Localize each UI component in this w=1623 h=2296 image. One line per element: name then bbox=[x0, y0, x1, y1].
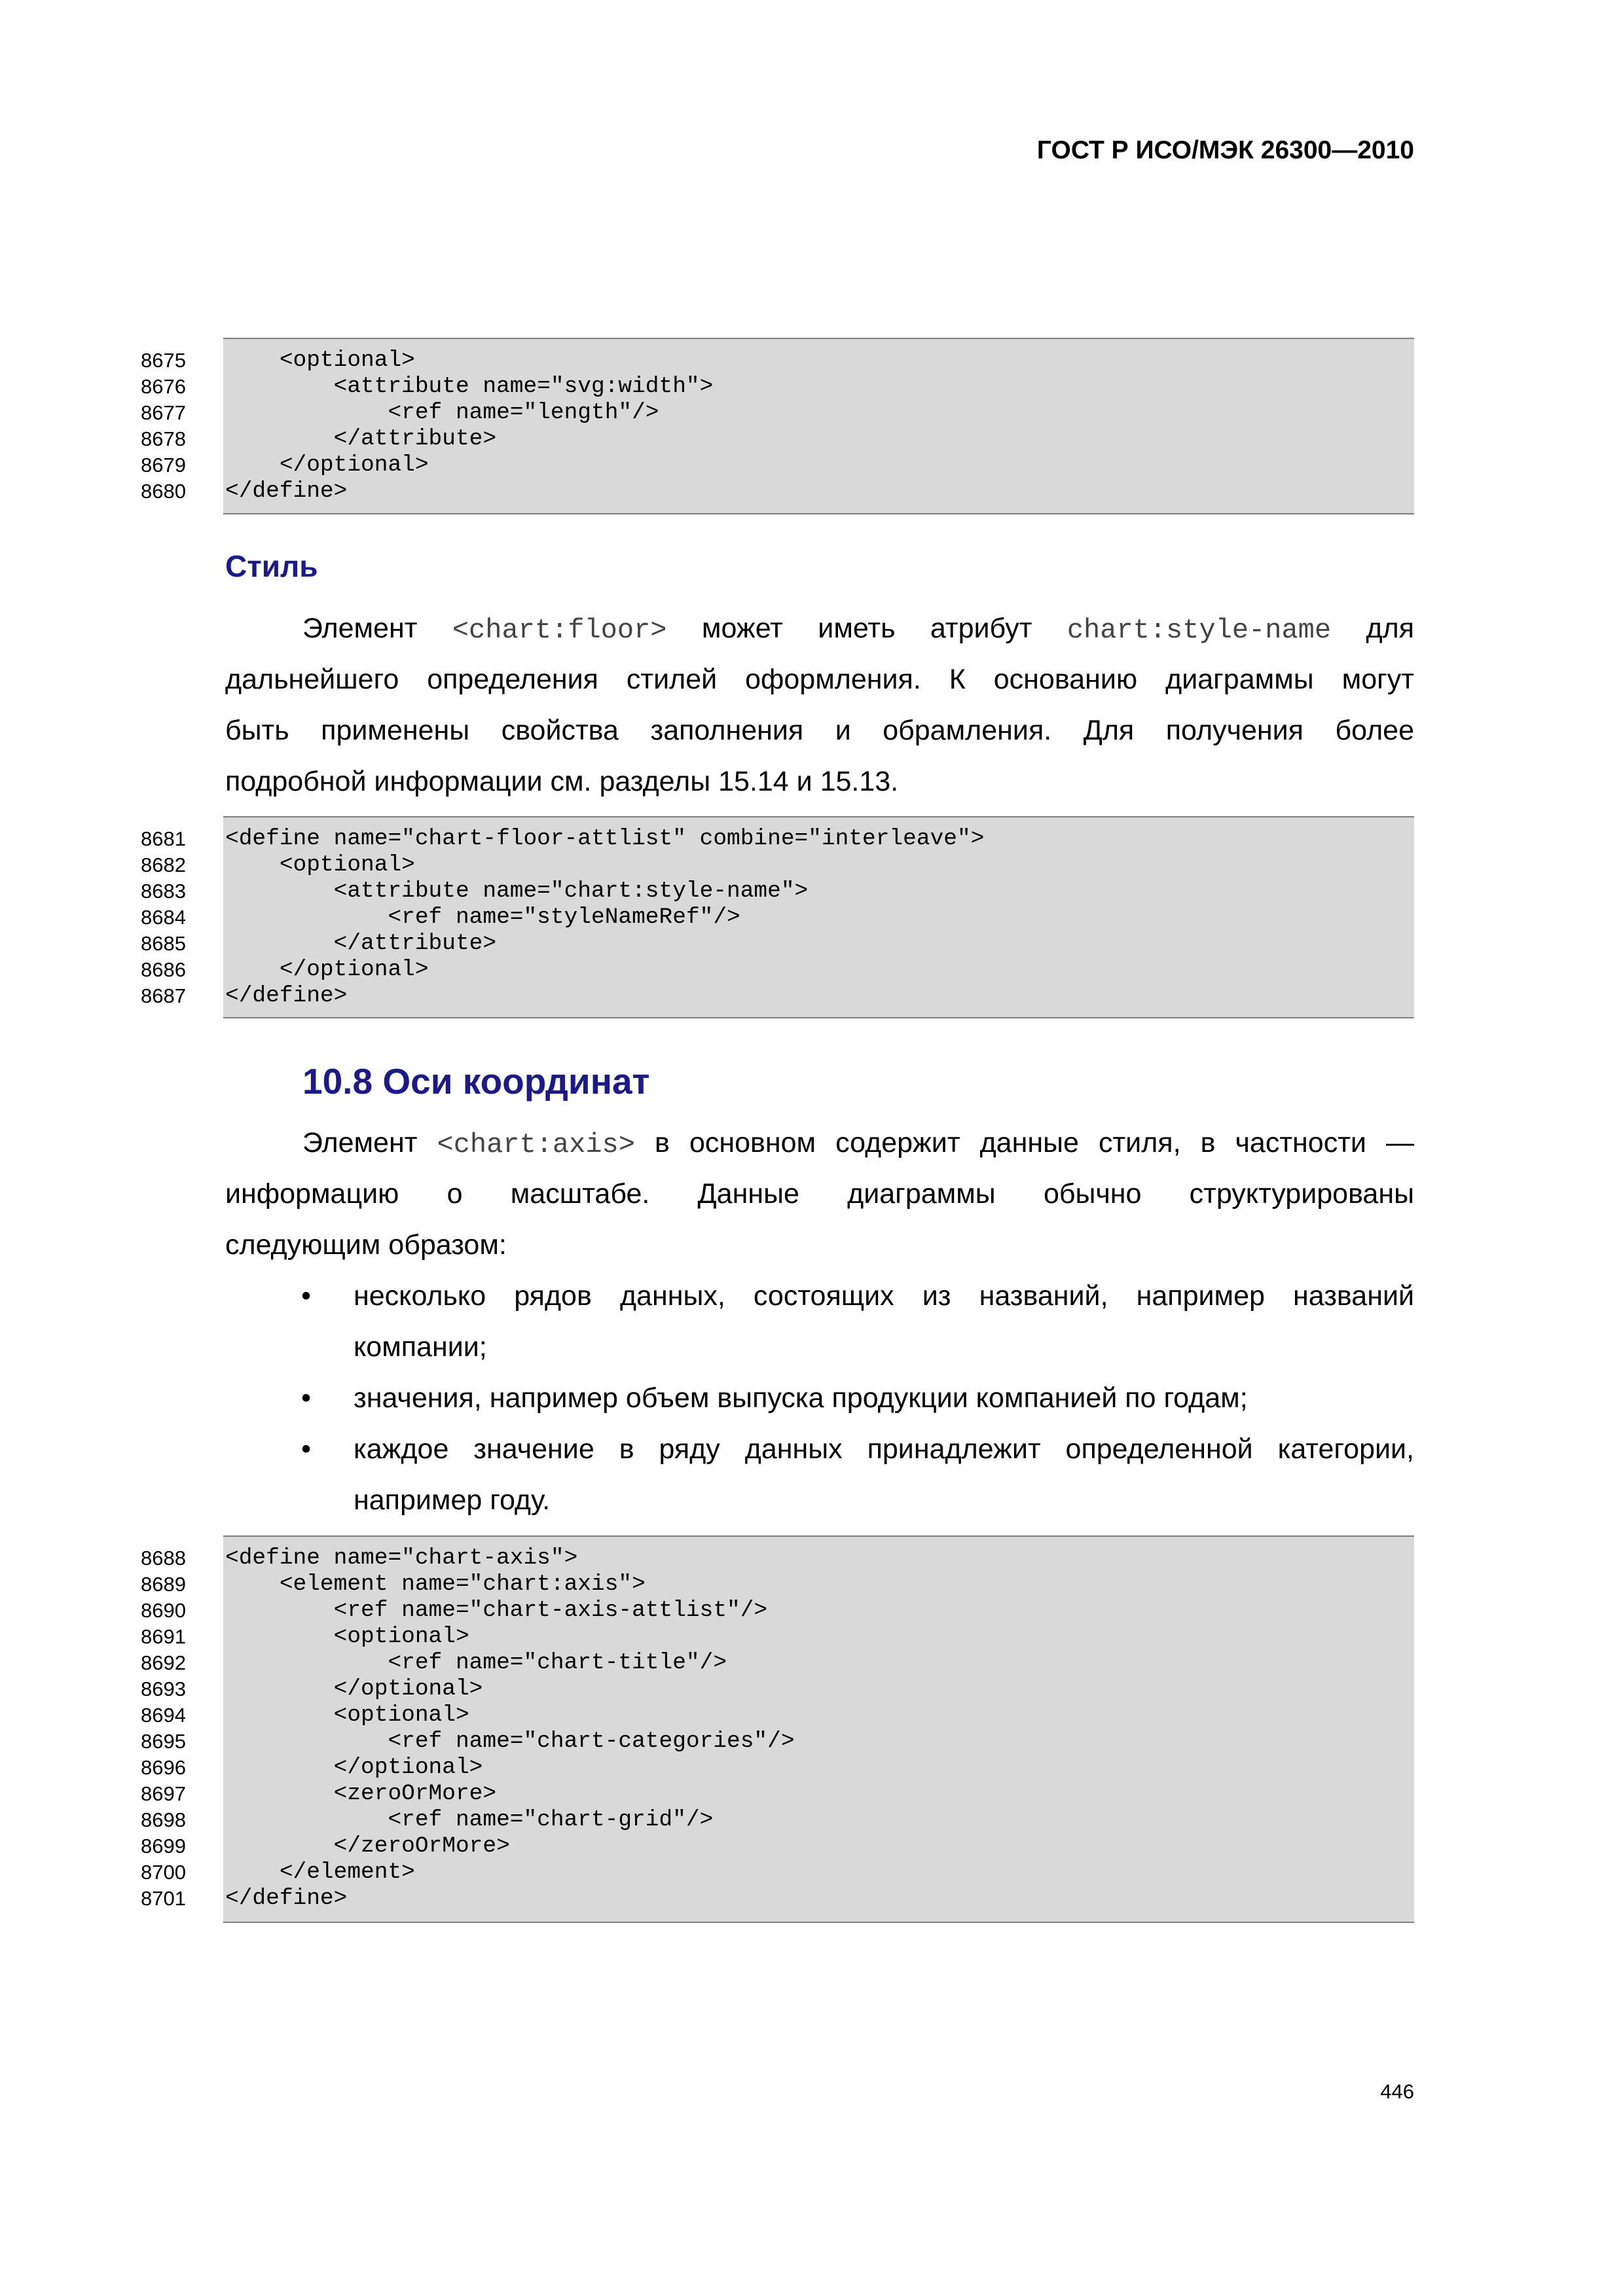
code-text: <optional> bbox=[225, 852, 415, 878]
code-text: <ref name="length"/> bbox=[225, 400, 659, 425]
line-number: 8680 bbox=[141, 480, 186, 503]
code-line bbox=[0, 452, 1623, 478]
line-number: 8695 bbox=[141, 1730, 186, 1753]
paragraph-line: быть применены свойства заполнения и обрамления. Для получения более bbox=[225, 715, 1414, 746]
text-run: для bbox=[1331, 613, 1414, 644]
code-line bbox=[0, 905, 1623, 931]
line-number: 8677 bbox=[141, 401, 186, 424]
code-line bbox=[0, 1807, 1623, 1833]
bullet-line: каждое значение в ряду данных принадлежит определенной категории, bbox=[354, 1433, 1414, 1465]
paragraph-line: следующим образом: bbox=[225, 1229, 507, 1261]
line-number: 8691 bbox=[141, 1625, 186, 1648]
paragraph-line: подробной информации см. разделы 15.14 и 15.13. bbox=[225, 766, 899, 797]
code-line bbox=[0, 1886, 1623, 1912]
code-text: </attribute> bbox=[225, 426, 497, 452]
line-number: 8701 bbox=[141, 1887, 186, 1910]
code-line bbox=[0, 1781, 1623, 1807]
bullet-line: например году. bbox=[354, 1484, 551, 1516]
line-number: 8693 bbox=[141, 1677, 186, 1700]
bullet-symbol: • bbox=[301, 1382, 312, 1414]
paragraph-line bbox=[225, 609, 1414, 648]
code-text: <zeroOrMore> bbox=[225, 1781, 497, 1806]
code-text: <define name="chart-axis"> bbox=[225, 1545, 578, 1571]
code-text: </optional> bbox=[225, 452, 429, 478]
bullet-line: значения, например объем выпуска продукции компанией по годам; bbox=[354, 1382, 1248, 1414]
page-number: 446 bbox=[1380, 2080, 1414, 2103]
code-text: </optional> bbox=[225, 1676, 483, 1702]
code-text: <define name="chart-floor-attlist" combine="interleave"> bbox=[225, 826, 985, 852]
code-line bbox=[0, 983, 1623, 1009]
line-number: 8675 bbox=[141, 349, 186, 372]
bullet-symbol: • bbox=[301, 1280, 312, 1312]
line-number: 8678 bbox=[141, 427, 186, 450]
line-number: 8692 bbox=[141, 1651, 186, 1674]
code-text: <optional> bbox=[225, 1702, 469, 1728]
code-line bbox=[0, 931, 1623, 957]
code-text: <ref name="styleNameRef"/> bbox=[225, 905, 740, 930]
code-text: </attribute> bbox=[225, 931, 497, 956]
code-text: <attribute name="chart:style-name"> bbox=[225, 878, 809, 904]
code-line bbox=[0, 1755, 1623, 1781]
bullet-symbol: • bbox=[301, 1433, 312, 1465]
bullet-line: несколько рядов данных, состоящих из названий, например названий bbox=[354, 1280, 1414, 1312]
line-number: 8700 bbox=[141, 1861, 186, 1884]
inline-code: <chart:axis> bbox=[437, 1129, 635, 1160]
code-text: </define> bbox=[225, 1886, 348, 1911]
line-number: 8684 bbox=[141, 906, 186, 929]
section-heading-axes: 10.8 Оси координат bbox=[302, 1061, 650, 1102]
paragraph-line: информацию о масштабе. Данные диаграммы обычно структурированы bbox=[225, 1178, 1414, 1210]
code-line bbox=[0, 1676, 1623, 1702]
code-text: </optional> bbox=[225, 1755, 483, 1780]
code-line bbox=[0, 826, 1623, 852]
code-line bbox=[0, 478, 1623, 505]
inline-code: chart:style-name bbox=[1067, 615, 1332, 646]
code-line bbox=[0, 348, 1623, 374]
line-number: 8687 bbox=[141, 984, 186, 1007]
code-line bbox=[0, 1598, 1623, 1624]
line-number: 8679 bbox=[141, 454, 186, 476]
code-line bbox=[0, 1859, 1623, 1886]
code-text: </element> bbox=[225, 1859, 415, 1885]
code-line bbox=[0, 374, 1623, 400]
paragraph-line bbox=[225, 1123, 1414, 1162]
code-text: <ref name="chart-title"/> bbox=[225, 1650, 727, 1676]
code-line bbox=[0, 1545, 1623, 1571]
code-text: <element name="chart:axis"> bbox=[225, 1571, 646, 1597]
line-number: 8698 bbox=[141, 1808, 186, 1831]
line-number: 8690 bbox=[141, 1599, 186, 1622]
code-line bbox=[0, 1729, 1623, 1755]
line-number: 8689 bbox=[141, 1573, 186, 1596]
line-number: 8696 bbox=[141, 1756, 186, 1779]
code-line bbox=[0, 1650, 1623, 1676]
line-number: 8682 bbox=[141, 853, 186, 876]
code-line bbox=[0, 957, 1623, 983]
code-text: </define> bbox=[225, 478, 348, 504]
text-run: Элемент bbox=[302, 1127, 437, 1158]
line-number: 8699 bbox=[141, 1835, 186, 1857]
section-heading-style: Стиль bbox=[225, 549, 318, 583]
code-text: </define> bbox=[225, 983, 348, 1009]
line-number: 8683 bbox=[141, 880, 186, 903]
code-line bbox=[0, 878, 1623, 905]
document-header: ГОСТ Р ИСО/МЭК 26300—2010 bbox=[1036, 136, 1414, 164]
text-run: Элемент bbox=[302, 613, 452, 644]
line-number: 8685 bbox=[141, 932, 186, 955]
code-line bbox=[0, 426, 1623, 452]
code-line bbox=[0, 1702, 1623, 1729]
code-text: <ref name="chart-axis-attlist"/> bbox=[225, 1598, 768, 1623]
code-text: <ref name="chart-grid"/> bbox=[225, 1807, 714, 1833]
code-line bbox=[0, 1833, 1623, 1859]
code-text: </optional> bbox=[225, 957, 429, 982]
code-text: <optional> bbox=[225, 348, 415, 373]
bullet-line: компании; bbox=[354, 1331, 487, 1363]
line-number: 8686 bbox=[141, 958, 186, 981]
line-number: 8688 bbox=[141, 1547, 186, 1570]
line-number: 8681 bbox=[141, 827, 186, 850]
code-line bbox=[0, 1571, 1623, 1598]
line-number: 8676 bbox=[141, 375, 186, 398]
line-number: 8694 bbox=[141, 1704, 186, 1727]
code-text: <attribute name="svg:width"> bbox=[225, 374, 714, 399]
code-text: </zeroOrMore> bbox=[225, 1833, 510, 1859]
code-line bbox=[0, 852, 1623, 878]
line-number: 8697 bbox=[141, 1782, 186, 1805]
text-run: в основном содержит данные стиля, в частности — bbox=[634, 1127, 1414, 1158]
code-text: <ref name="chart-categories"/> bbox=[225, 1729, 795, 1754]
code-line bbox=[0, 400, 1623, 426]
code-text: <optional> bbox=[225, 1624, 469, 1649]
paragraph-line: дальнейшего определения стилей оформления. К основанию диаграммы могут bbox=[225, 664, 1414, 695]
inline-code: <chart:floor> bbox=[452, 615, 667, 646]
text-run: может иметь атрибут bbox=[666, 613, 1067, 644]
code-line bbox=[0, 1624, 1623, 1650]
